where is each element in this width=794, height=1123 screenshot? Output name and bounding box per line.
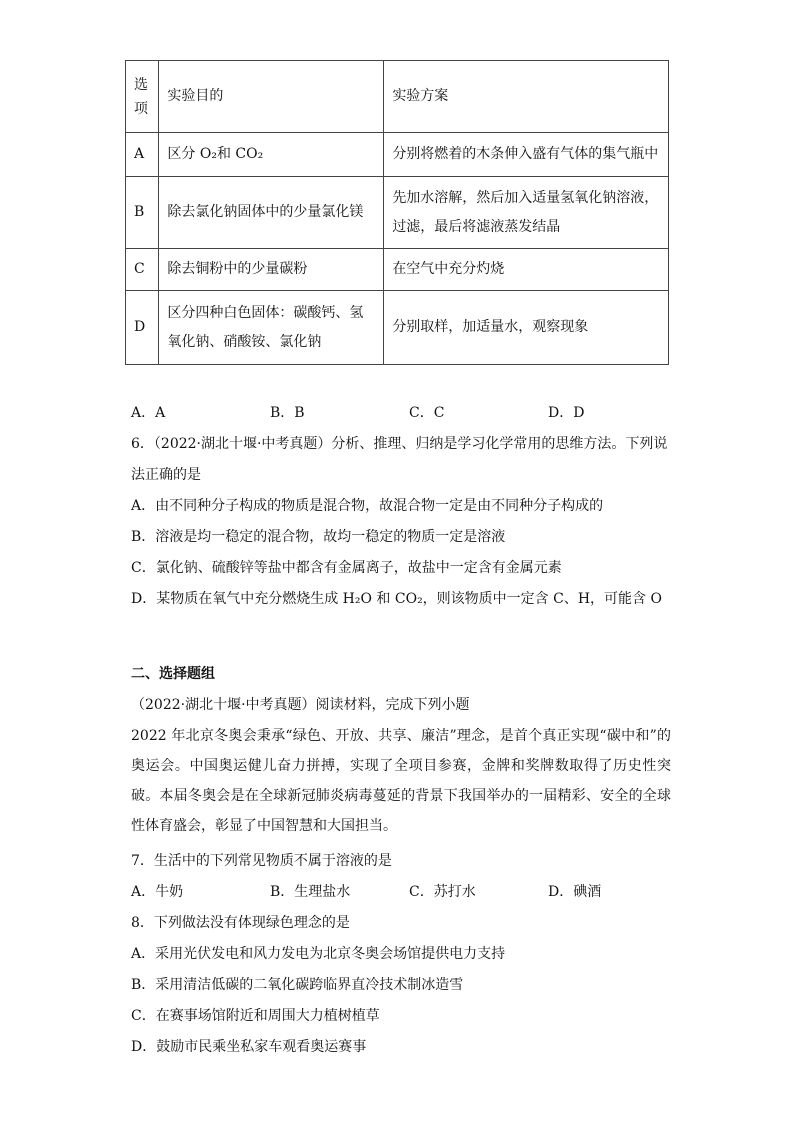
row-goal: 区分 O₂和 CO₂ [159,133,384,177]
choice-c: C．苏打水 [409,884,476,900]
row-goal: 除去铜粉中的少量碳粉 [159,249,384,291]
header-option-line2: 项 [134,100,148,117]
table-row [126,249,669,291]
header-goal: 实验目的 [159,61,384,133]
q6-stem-line2: 法正确的是 [131,467,201,483]
header-plan: 实验方案 [384,61,669,133]
choice-a: A．牛奶 [131,884,184,900]
table-row [126,291,669,365]
row-plan: 分别取样，加适量水，观察现象 [384,291,669,365]
header-option-line1: 选 [134,76,148,93]
q6-choice-d: D．某物质在氧气中充分燃烧生成 H₂O 和 CO₂，则该物质中一定含 C、H，可能含 O [131,591,662,607]
choice-b: B．B [270,405,305,421]
q8-choice-b: B．采用清洁低碳的二氧化碳跨临界直冷技术制冰造雪 [131,977,464,993]
q7-stem: 7．生活中的下列常见物质不属于溶液的是 [131,853,392,869]
row-option: C [126,249,159,291]
q8-choice-c: C．在赛事场馆附近和周围大力植树植草 [131,1008,380,1024]
row-goal: 除去氯化钠固体中的少量氯化镁 [159,177,384,249]
reading-passage: 2022 年北京冬奥会秉承“绿色、开放、共享、廉洁”理念，是首个真正实现“碳中和”的奥运会。中国奥运健儿奋力拼搏，实现了全项目参赛，金牌和奖牌数取得了历史性突破。本届冬奥会是在全球新冠肺炎病毒蔓延的背景下我国举办的一届精彩、安全的全球性体育盛会，彰显了中国智慧和大国担当。 [131,728,671,834]
row-plan: 先加水溶解，然后加入适量氢氧化钠溶液，过滤，最后将滤液蒸发结晶 [384,177,669,249]
row-option: A [126,133,159,177]
table-header-row [126,61,669,133]
row-option: B [126,177,159,249]
choice-d: D．D [548,405,585,421]
row-option: D [126,291,159,365]
q6-choice-b: B．溶液是均一稳定的混合物，故均一稳定的物质一定是溶液 [131,529,506,545]
q8-choice-a: A．采用光伏发电和风力发电为北京冬奥会场馆提供电力支持 [131,946,506,962]
q6-choice-c: C．氯化钠、硫酸锌等盐中都含有金属离子，故盐中一定含有金属元素 [131,560,562,576]
table-row [126,177,669,249]
choice-c: C．C [409,405,445,421]
q8-stem: 8．下列做法没有体现绿色理念的是 [131,915,350,931]
section-heading: 二、选择题组 [131,666,215,682]
q8-choice-d: D．鼓励市民乘坐私家车观看奥运赛事 [131,1039,367,1055]
experiment-table [125,60,669,365]
q6-choice-a: A．由不同种分子构成的物质是混合物，故混合物一定是由不同种分子构成的 [131,498,604,514]
choice-d: D．碘酒 [548,884,602,900]
choice-b: B．生理盐水 [270,884,351,900]
header-option [126,61,159,133]
row-plan: 在空气中充分灼烧 [384,249,669,291]
section-intro: （2022·湖北十堰·中考真题）阅读材料，完成下列小题 [131,697,470,713]
q6-stem-line1: 6．（2022·湖北十堰·中考真题）分析、推理、归纳是学习化学常用的思维方法。下列说 [131,436,668,452]
table-row [126,133,669,177]
row-goal: 区分四种白色固体：碳酸钙、氢氧化钠、硝酸铵、氯化钠 [159,291,384,365]
choice-a: A．A [131,405,166,421]
row-plan: 分别将燃着的木条伸入盛有气体的集气瓶中 [384,133,669,177]
